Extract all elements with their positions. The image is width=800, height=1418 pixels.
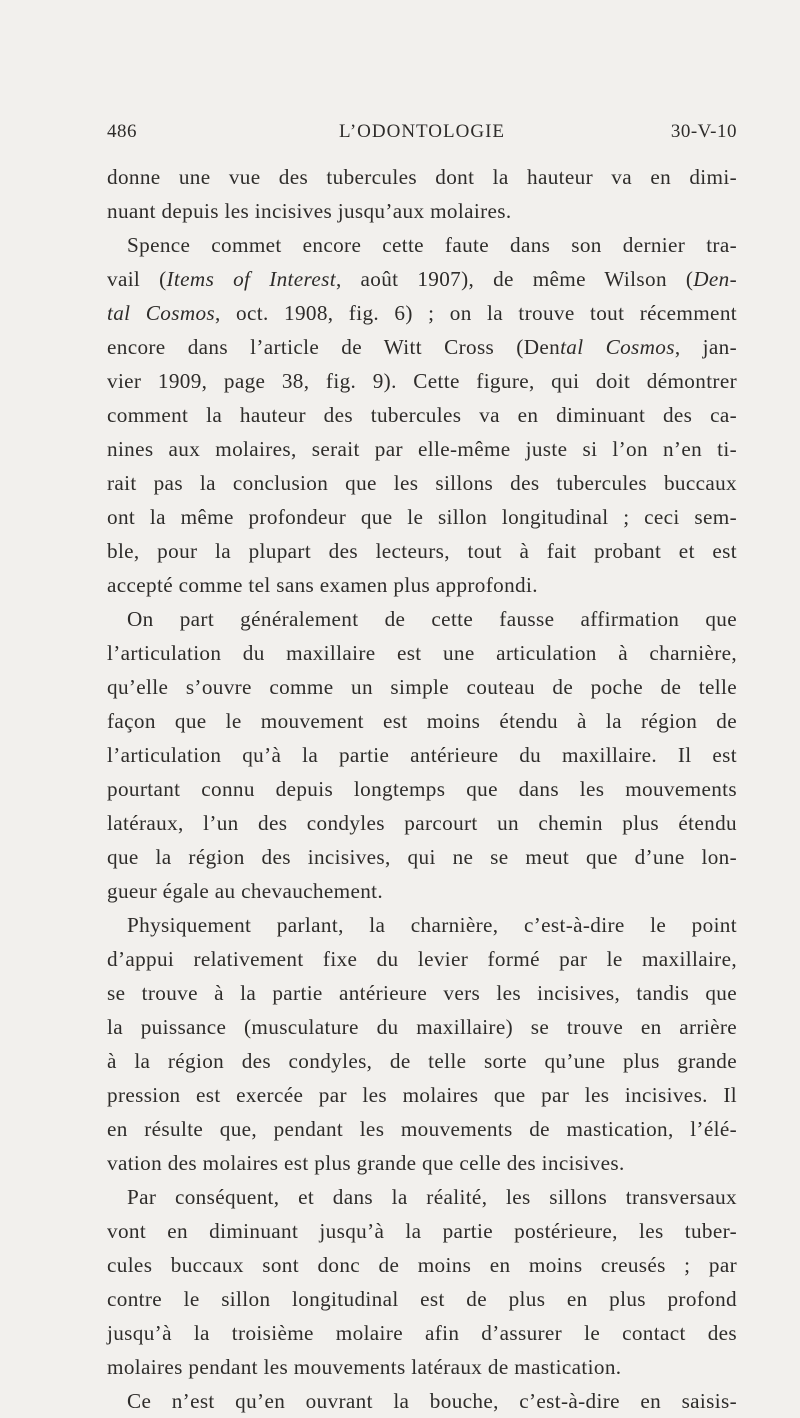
text-line: encore dans l’article de Witt Cross (Dental Cosmos, jan- [107, 335, 738, 359]
text-line: latéraux, l’un des condyles parcourt un chemin plus étendu [107, 811, 737, 835]
text-line: ont la même profondeur que le sillon longitudinal ; ceci sem- [107, 505, 737, 529]
text-line: pression est exercée par les molaires que par les incisives. Il [107, 1083, 737, 1107]
issue-date: 30-V-10 [670, 121, 737, 142]
running-header [107, 121, 737, 151]
text-line: à la région des condyles, de telle sorte qu’une plus grande [107, 1049, 737, 1073]
text-line: que la région des incisives, qui ne se meut que d’une lon- [107, 845, 737, 869]
text-line: se trouve à la partie antérieure vers les incisives, tandis que [107, 981, 737, 1005]
text-line: vier 1909, page 38, fig. 9). Cette figure, qui doit démontrer [107, 369, 737, 393]
text-line: façon que le mouvement est moins étendu à la région de [107, 709, 737, 733]
text-line: rait pas la conclusion que les sillons des tubercules buccaux [107, 471, 737, 495]
text-line: comment la hauteur des tubercules va en diminuant des ca- [107, 403, 737, 427]
text-line: On part généralement de cette fausse affirmation que [127, 607, 737, 631]
text-line: tal Cosmos, oct. 1908, fig. 6) ; on la trouve tout récemment [107, 301, 737, 325]
text-line: Par conséquent, et dans la réalité, les sillons transversaux [127, 1185, 737, 1209]
text-line: cules buccaux sont donc de moins en moins creusés ; par [107, 1253, 737, 1277]
text-line: l’articulation du maxillaire est une articulation à charnière, [107, 641, 737, 665]
text-line: gueur égale au chevauchement. [107, 879, 384, 903]
text-line: Spence commet encore cette faute dans son dernier tra- [127, 233, 737, 257]
text-line: accepté comme tel sans examen plus approfondi. [107, 573, 538, 597]
text-line: d’appui relativement fixe du levier formé par le maxillaire, [107, 947, 737, 971]
text-line: vation des molaires est plus grande que celle des incisives. [107, 1151, 625, 1175]
text-line: vail (Items of Interest, août 1907), de même Wilson (Den- [107, 267, 737, 291]
text-line: donne une vue des tubercules dont la hauteur va en dimi- [107, 165, 737, 189]
text-line: molaires pendant les mouvements latéraux de mastication. [107, 1355, 622, 1379]
text-line: nines aux molaires, serait par elle-même juste si l’on n’en ti- [107, 437, 737, 461]
text-line: en résulte que, pendant les mouvements de mastication, l’élé- [107, 1117, 737, 1141]
text-line: la puissance (musculature du maxillaire) se trouve en arrière [107, 1015, 737, 1039]
text-line: Ce n’est qu’en ouvrant la bouche, c’est-à-dire en saisis- [127, 1389, 737, 1413]
text-line: vont en diminuant jusqu’à la partie postérieure, les tuber- [107, 1219, 737, 1243]
text-line: ble, pour la plupart des lecteurs, tout à fait probant et est [107, 539, 737, 563]
text-line: jusqu’à la troisième molaire afin d’assurer le contact des [107, 1321, 737, 1345]
page-number: 486 [107, 121, 137, 142]
journal-title: L’ODONTOLOGIE [338, 121, 506, 142]
text-line: l’articulation qu’à la partie antérieure du maxillaire. Il est [107, 743, 737, 767]
text-line: nuant depuis les incisives jusqu’aux molaires. [107, 199, 512, 223]
text-line: pourtant connu depuis longtemps que dans les mouvements [107, 777, 737, 801]
text-line: qu’elle s’ouvre comme un simple couteau de poche de telle [107, 675, 737, 699]
text-line: contre le sillon longitudinal est de plus en plus profond [107, 1287, 737, 1311]
text-line: Physiquement parlant, la charnière, c’est-à-dire le point [127, 913, 737, 937]
body-text [107, 160, 737, 1418]
